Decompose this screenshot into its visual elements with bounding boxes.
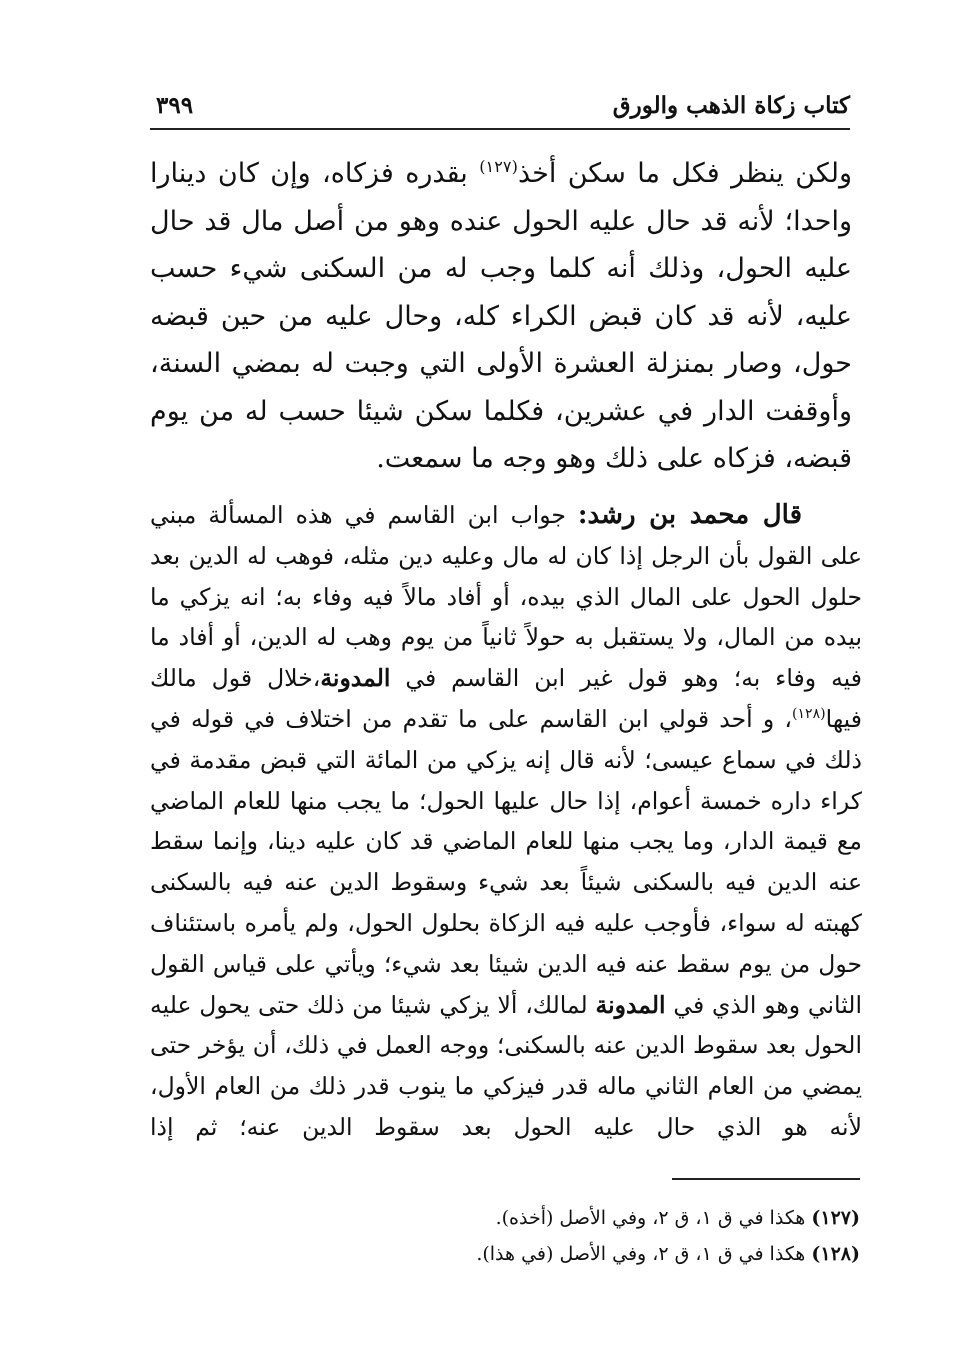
commentary-speaker: قال محمد بن رشد:: [577, 500, 802, 530]
page-header: [150, 88, 850, 130]
main-text-part1: ولكن ينظر فكل ما سكن أخذ: [517, 158, 852, 189]
commentary-text-part3: ، و أحد قولي ابن القاسم على ما تقدم من اختلاف في قوله في ذلك في سماع عيسى؛ لأنه قال إنه يزكي من المائة التي قبض مقدمة في كراء داره خمسة أعوام، إذا حال عليها الحول؛ ما يجب منها للعام الماضي مع قيمة الدار، وما يجب منها للعام الماضي قد كان عليه دينا، وإنما سقط عنه الدين فيه بالسكنى شيئاً بعد شيء وسقوط الدين عنه فيه بالسكنى كهبته له سواء، فأوجب عليه فيه الزكاة بحلول الحول، ولم يأمره باستئناف حول من يوم سقط عنه فيه الدين شيئا بعد شيء؛ ويأتي على قياس القول الثاني وهو الذي في: [150, 704, 862, 1019]
footnote-separator: [672, 1178, 860, 1180]
commentary-text-part1: جواب ابن القاسم في هذه المسألة مبني على القول بأن الرجل إذا كان له مال وعليه دين مثله، فوهب له الدين بعد حلول الحول على المال الذي بيده، أو أفاد مالاً فيه وفاء به؛ انه يزكي ما بيده من المال، ولا يستقبل به حولاً ثانياً من يوم وهب له الدين، أو أفاد ما فيه وفاء به؛ وهو قول غير ابن القاسم في: [150, 501, 862, 693]
footnotes: [160, 1200, 860, 1272]
main-paragraph: [150, 150, 852, 483]
footnote-reference-127: (١٢٧): [479, 157, 518, 176]
footnote-number: (١٢٧): [811, 1207, 860, 1229]
commentary-text-part4: لمالك، ألا يزكي شيئا من ذلك حتى يحول عليه الحول بعد سقوط الدين عنه بالسكنى؛ ووجه العمل في ذلك، أن يؤخر حتى يمضي من العام الثاني ماله قدر فيزكي ما ينوب قدر ذلك من العام الأول، لأنه هو الذي حال عليه الحول بعد سقوط الدين عنه؛ ثم إذا: [150, 990, 862, 1141]
running-title: كتاب زكاة الذهب والورق: [612, 92, 850, 119]
book-title-mudawwana: المدونة: [320, 664, 391, 693]
main-text-part2: بقدره فزكاه، وإن كان دينارا واحدا؛ لأنه قد حال عليه الحول عنده وهو من أصل مال قد حال عليه الحول، وذلك أنه كلما وجب له من السكنى شيء حسب عليه، لأنه قد كان قبض الكراء كله، وحال عليه من حين قبضه حول، وصار بمنزلة العشرة الأولى التي وجبت له بمضي السنة، وأوقفت الدار في عشرين، فكلما سكن شيئا حسب له من يوم قبضه، فزكاه على ذلك وهو وجه ما سمعت.: [150, 158, 853, 474]
footnote-127: [160, 1200, 860, 1236]
commentary-text-part2: ،خلال قول مالك فيها: [150, 664, 862, 733]
page-number: ٣٩٩: [156, 92, 194, 119]
footnote-128: [160, 1236, 860, 1272]
book-title-mudawwana-2: المدونة: [595, 990, 666, 1019]
footnote-number: (١٢٨): [811, 1243, 860, 1265]
footnote-reference-128: (١٢٨): [791, 706, 826, 723]
commentary-paragraph: [150, 495, 862, 1148]
footnote-text: هكذا في ق ١، ق ٢، وفي الأصل (أخذه).: [495, 1207, 812, 1229]
footnote-text: هكذا في ق ١، ق ٢، وفي الأصل (في هذا).: [476, 1243, 812, 1265]
